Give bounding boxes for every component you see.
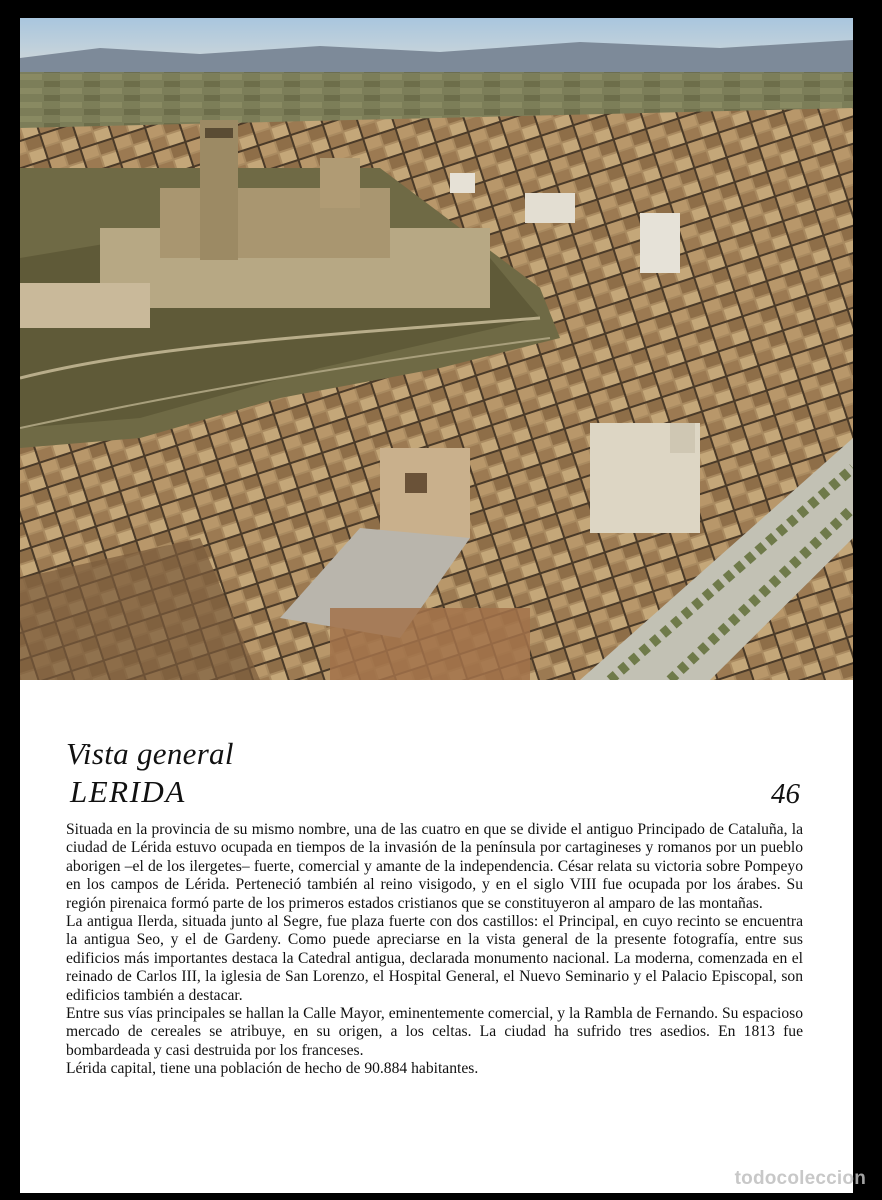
page-title: LERIDA (70, 774, 186, 809)
page-number: 46 (771, 778, 800, 810)
paragraph: Lérida capital, tiene una población de hecho de 90.884 habitantes. (66, 1060, 479, 1078)
paragraph: La antigua Ilerda, situada junto al Segre, fue plaza fuerte con dos castillos: el Principal, en cuyo recinto se encuentra la antigua Seo, y el de Gardeny. Como puede apreciarse en la vista general de la presente fotografía, entre sus edificios más importantes destaca la Catedral antigua, declarada monumento nacional. La moderna, comenzada en el reinado de Carlos III, la iglesia de San Lorenzo, el Hospital General, el Nuevo Seminario y el Palacio Episcopal, son edificios también a destacar. (66, 913, 803, 1004)
aerial-city-photo (20, 18, 853, 680)
watermark: todocoleccion (734, 1168, 866, 1189)
postcard-page (20, 18, 853, 1193)
paragraph: Situada en la provincia de su mismo nombre, una de las cuatro en que se divide el antiguo Principado de Cataluña, la ciudad de Lérida estuvo ocupada en tiempos de la invasión de la península por cartagineses y romanos por un pueblo aborigen –el de los ilergetes– fuerte, comercial y amante de la independencia. César relata su victoria sobre Pompeyo en los campos de Lérida. Perteneció también al reino visigodo, y en el siglo VIII fue ocupada por los árabes. Su región pirenaica formó parte de los primeros estados cristianos que se constituyeron al amparo de las montañas. (66, 821, 803, 912)
photo-illustration (20, 18, 853, 680)
body-text (66, 821, 803, 1079)
paragraph: Entre sus vías principales se hallan la Calle Mayor, eminentemente comercial, y la Rambla de Fernando. Su espacioso mercado de cereales se atribuye, en su origen, a los celtas. La ciudad ha sufrido tres asedios. En 1813 fue bombardeada y casi destruida por los franceses. (66, 1005, 803, 1059)
page-subtitle: Vista general (66, 736, 234, 771)
